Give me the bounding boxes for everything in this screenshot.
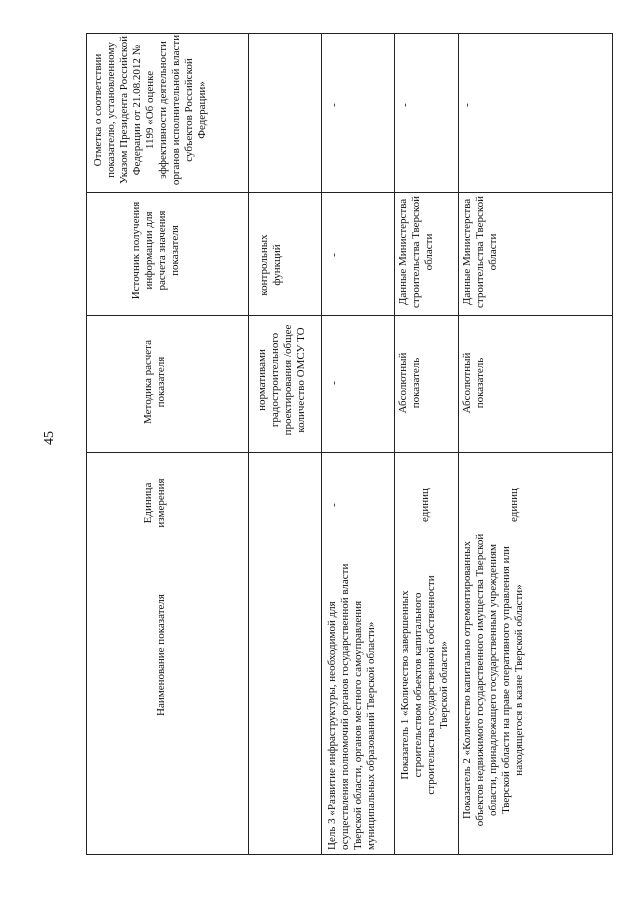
row-divider xyxy=(248,33,249,855)
row-ind1-method: Абсолютный показатель xyxy=(397,352,422,414)
row-top-source: контрольных функций xyxy=(258,234,283,296)
page-number: 45 xyxy=(42,431,57,445)
row-ind1-unit: единиц xyxy=(419,488,431,522)
row-top-method: нормативами градостроительного проектирования /общее количество ОМСУ ТО xyxy=(256,324,307,436)
row-divider xyxy=(458,33,459,855)
row-ind2-source: Данные Министерства строительства Тверской области xyxy=(461,195,499,308)
row-ind1-name: Показатель 1 «Количество завершенных строительством объектов капитального строительства государственной собственности Тверской области» xyxy=(399,575,450,795)
column-divider xyxy=(86,452,613,453)
header-name: Наименование показателя xyxy=(155,594,167,716)
header-source: Источник получения информации для расчета значения показателя xyxy=(130,201,181,300)
row-divider xyxy=(321,33,322,855)
row-divider xyxy=(394,33,395,855)
row-ind2-name: Показатель 2 «Количество капитально отремонтированных объектов недвижимого государственного имущества Тверской области, принадлежащего государственным учреждениям Тверской области на праве оперативного управления или находящегося в казне Тверской области» xyxy=(461,533,525,827)
row-goal3-method: - xyxy=(328,381,340,385)
row-goal3-mark: - xyxy=(328,103,340,107)
row-ind1-mark: - xyxy=(399,103,411,107)
header-unit: Единица измерения xyxy=(142,478,167,528)
row-goal3-name: Цель 3 «Развитие инфраструктуры, необходимой для осуществления полномочий органов государственной власти Тверской области, органов местного самоуправления муниципальных образований Тверской области» xyxy=(326,563,377,850)
row-ind2-unit: единиц xyxy=(508,488,520,522)
column-divider xyxy=(86,315,613,316)
row-ind1-source: Данные Министерства строительства Тверской области xyxy=(397,195,435,308)
header-method: Методика расчета показателя xyxy=(142,340,167,424)
row-goal3-source: - xyxy=(328,253,340,257)
header-mark: Отметка о соответствии показателю, установленному Указом Президента Российской Федерации от 21.08.2012 № 1199 «Об оценке эффективности деятельности органов исполнительной власти субъектов Российской Федерации» xyxy=(92,34,208,186)
row-goal3-unit: - xyxy=(328,503,340,507)
row-ind2-mark: - xyxy=(461,103,473,107)
row-ind2-method: Абсолютный показатель xyxy=(461,352,486,414)
